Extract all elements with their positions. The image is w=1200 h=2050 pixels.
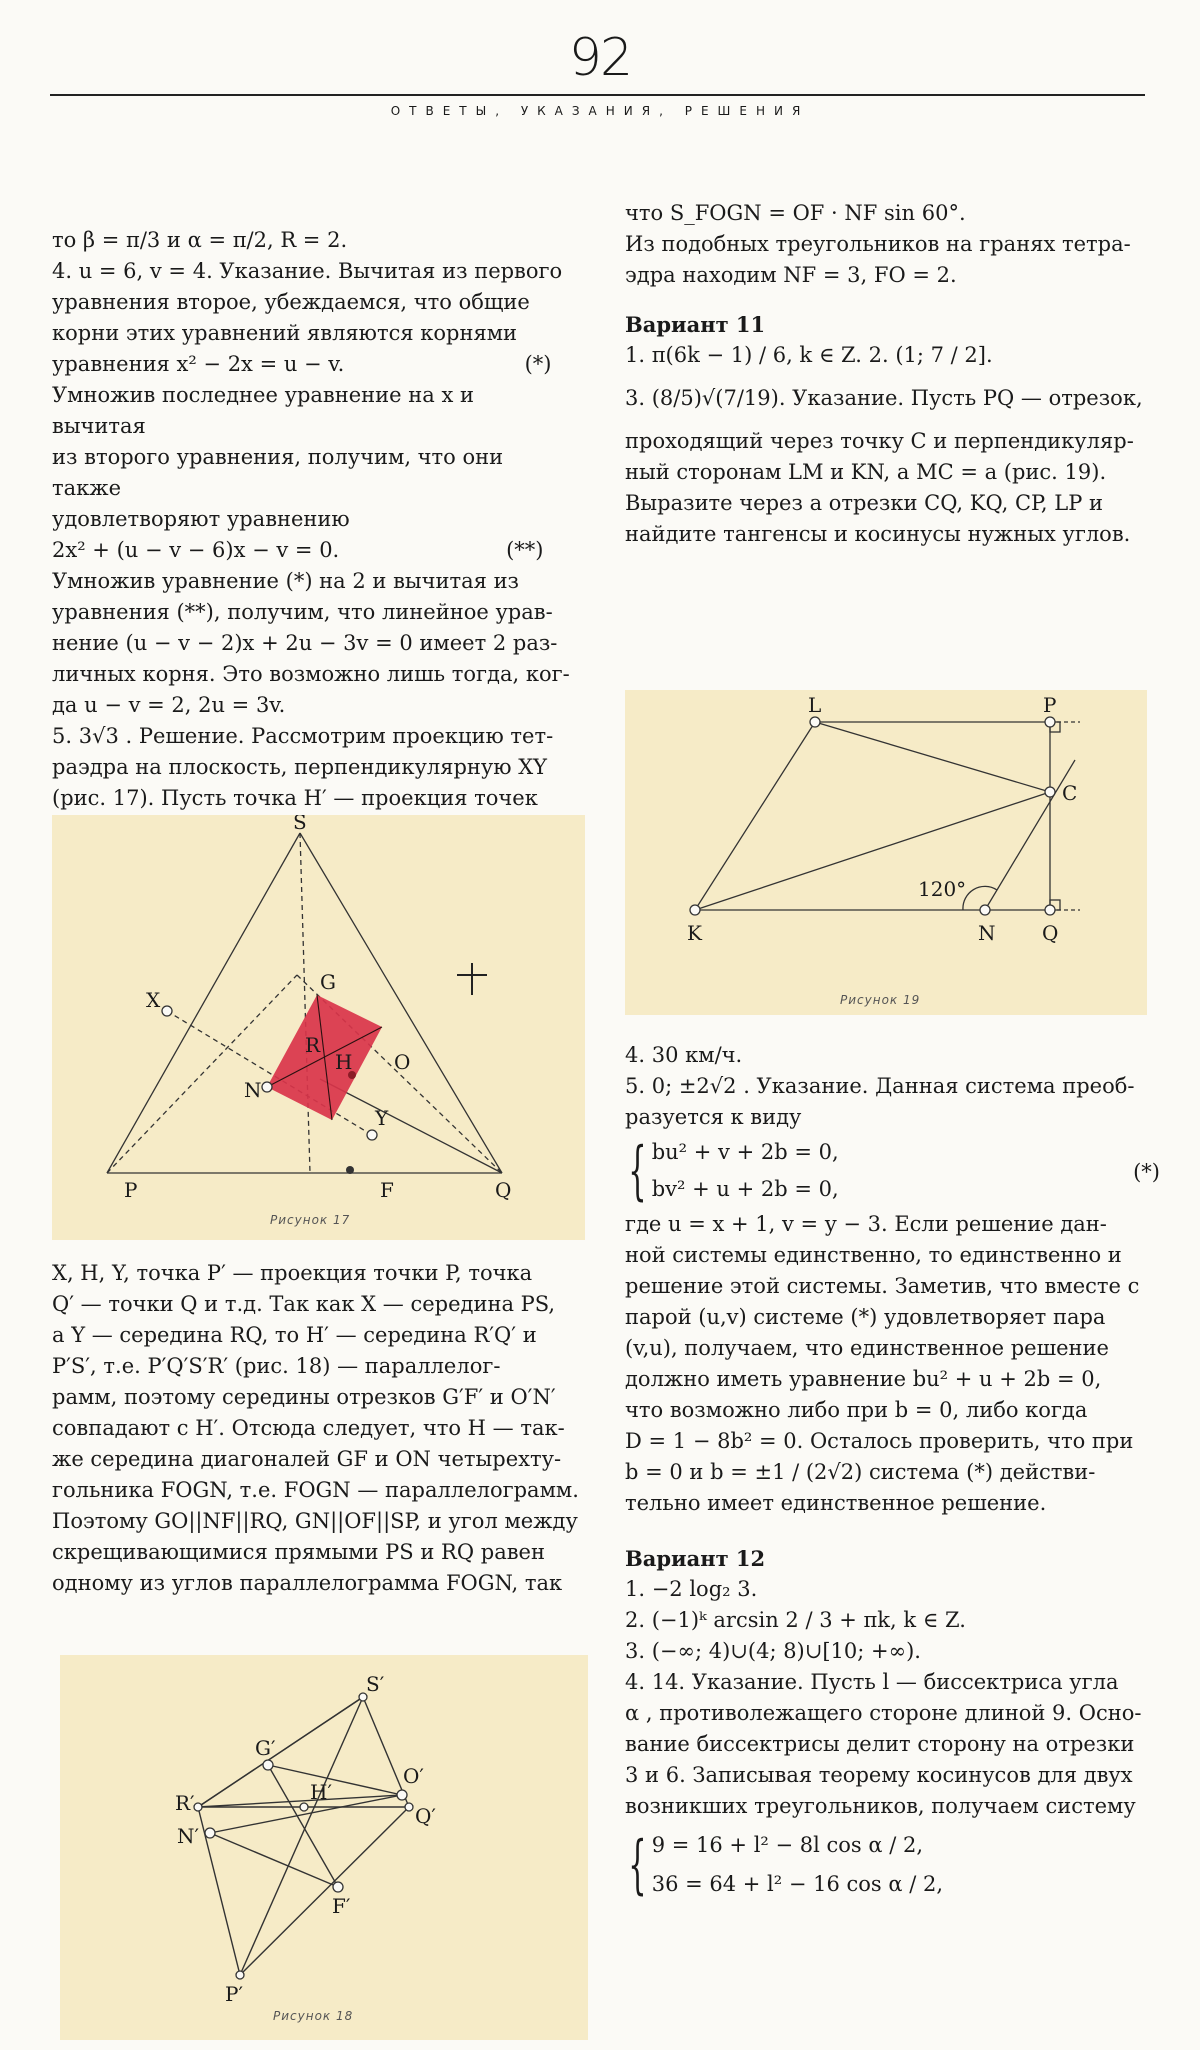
text-line: (v,u), получаем, что единственное решение [625, 1336, 1109, 1360]
point-label: P′ [225, 1982, 243, 2006]
point-label: S′ [366, 1672, 385, 1696]
header-rule [50, 94, 1145, 96]
text-line: уравнения (**), получим, что линейное урав- [52, 600, 553, 624]
text-line: найдите тангенсы и косинусы нужных углов. [625, 522, 1131, 546]
point-label: N [978, 921, 996, 945]
equation-line: 9 = 16 + l² − 8l cos α / 2, [651, 1833, 924, 1857]
text-line: 2x² + (u − v − 6)x − v = 0. (**) [52, 538, 544, 562]
text-line: что возможно либо при b = 0, либо когда [625, 1398, 1088, 1422]
equation-mark: (*) [1133, 1160, 1160, 1184]
text-line: Выразите через a отрезки CQ, KQ, CP, LP и [625, 491, 1104, 515]
text-line: Q′ — точки Q и т.д. Так как X — середина PS, [52, 1292, 556, 1316]
left-column-middle [52, 1258, 592, 1599]
text-line: 3. (8/5)√(7/19). Указание. Пусть PQ — отрезок, [625, 386, 1143, 410]
text-line: 1. −2 log₂ 3. [625, 1577, 758, 1601]
brace: { [628, 1828, 647, 1902]
text-line: одному из углов параллелограмма FOGN, так [52, 1571, 563, 1595]
figure-caption: Рисунок 18 [273, 2009, 354, 2023]
text-line: 3 и 6. Записывая теорему косинусов для двух [625, 1763, 1133, 1787]
text-line: то β = π/3 и α = π/2, R = 2. [52, 228, 348, 252]
text-line: Умножив уравнение (*) на 2 и вычитая из [52, 569, 520, 593]
text-line: 2. (−1)ᵏ arcsin 2 / 3 + πk, k ∈ Z. [625, 1608, 966, 1632]
text-line: удовлетворяют уравнению [52, 507, 350, 531]
text-line: парой (u,v) системе (*) удовлетворяет пара [625, 1305, 1106, 1329]
equation-system [625, 1830, 1170, 1900]
text-line: D = 1 − 8b² = 0. Осталось проверить, что при [625, 1429, 1134, 1453]
equation-line: bu² + v + 2b = 0, [651, 1140, 839, 1164]
equation-line: bv² + u + 2b = 0, [651, 1177, 839, 1201]
text-line: что S_FOGN = OF · NF sin 60°. [625, 201, 966, 225]
text-line: а Y — середина RQ, то H′ — середина R′Q′ и [52, 1323, 537, 1347]
text-line: тельно имеет единственное решение. [625, 1491, 1047, 1515]
point-label: H [335, 1050, 353, 1074]
point-label: P [1043, 693, 1057, 717]
page-number: 92 [568, 28, 632, 88]
point-label: S [293, 815, 307, 834]
point-label: O [394, 1050, 411, 1074]
text-line: b = 0 и b = ±1 / (2√2) система (*) действи- [625, 1460, 1096, 1484]
text-line: раэдра на плоскость, перпендикулярную XY [52, 755, 548, 779]
figure-17 [52, 815, 585, 1240]
point-label: G [320, 970, 336, 994]
text-line: 5. 0; ±2√2 . Указание. Данная система преоб- [625, 1074, 1135, 1098]
text-line: α , противолежащего стороне длиной 9. Осно- [625, 1701, 1142, 1725]
point-label: F′ [332, 1894, 351, 1918]
point-label: R′ [175, 1791, 195, 1815]
text-line: уравнения второе, убеждаемся, что общие [52, 290, 530, 314]
text-line: ной системы единственно, то единственно и [625, 1243, 1122, 1267]
text-line: X, H, Y, точка P′ — проекция точки P, точка [52, 1261, 533, 1285]
brace: { [628, 1134, 647, 1208]
text-line: нение (u − v − 2)x + 2u − 3v = 0 имеет 2 раз- [52, 631, 558, 655]
left-column-top [52, 225, 572, 814]
text-line: 1. π(6k − 1) / 6, k ∈ Z. 2. (1; 7 / 2]. [625, 343, 993, 367]
text-line: гольника FOGN, т.е. FOGN — параллелограмм. [52, 1478, 579, 1502]
point-label: O′ [403, 1764, 424, 1788]
right-column-top [625, 198, 1165, 550]
point-label: N [244, 1078, 262, 1102]
text-line: уравнения x² − 2x = u − v. (*) [52, 352, 552, 376]
text-line: проходящий через точку C и перпендикуляр- [625, 429, 1134, 453]
running-title: ОТВЕТЫ, УКАЗАНИЯ, РЕШЕНИЯ [390, 104, 810, 118]
text-line: решение этой системы. Заметив, что вместе с [625, 1274, 1140, 1298]
text-line: возникших треугольников, получаем систему [625, 1794, 1136, 1818]
text-line: 3. (−∞; 4)∪(4; 8)∪[10; +∞). [625, 1639, 921, 1663]
figure-caption: Рисунок 19 [840, 993, 921, 1007]
equation-system [625, 1134, 1170, 1208]
text-line: Из подобных треугольников на гранях тетра- [625, 232, 1131, 256]
text-line: да u − v = 2, 2u = 3v. [52, 693, 286, 717]
text-line: корни этих уравнений являются корнями [52, 321, 518, 345]
angle-label: 120° [918, 877, 967, 901]
point-label: P [124, 1178, 138, 1202]
text-line: разуется к виду [625, 1105, 802, 1129]
figure-18 [60, 1655, 588, 2040]
point-label: C [1062, 781, 1078, 805]
point-label: G′ [255, 1736, 276, 1760]
point-label: Q′ [415, 1804, 436, 1828]
point-label: H′ [310, 1780, 332, 1804]
text-line: Поэтому GO||NF||RQ, GN||OF||SP, и угол между [52, 1509, 578, 1533]
text-line: из второго уравнения, получим, что они также [52, 445, 504, 500]
point-label: R [305, 1033, 321, 1057]
point-label: Q [1042, 921, 1059, 945]
text-line: же середина диагоналей GF и ON четырехту- [52, 1447, 562, 1471]
text-line: Умножив последнее уравнение на x и вычитая [52, 383, 474, 438]
text-line: 4. 30 км/ч. [625, 1043, 743, 1067]
text-line: личных корня. Это возможно лишь тогда, ког- [52, 662, 570, 686]
text-line: P′S′, т.е. P′Q′S′R′ (рис. 18) — параллелог- [52, 1354, 501, 1378]
text-line: совпадают с H′. Отсюда следует, что H — так- [52, 1416, 565, 1440]
text-line: рамм, поэтому середины отрезков G′F′ и O′N′ [52, 1385, 556, 1409]
figure-caption: Рисунок 17 [270, 1213, 351, 1227]
text-line: 5. 3√3 . Решение. Рассмотрим проекцию тет- [52, 724, 554, 748]
text-line: ный сторонам LM и KN, а MC = a (рис. 19). [625, 460, 1107, 484]
text-line: должно иметь уравнение bu² + u + 2b = 0, [625, 1367, 1102, 1391]
text-line: эдра находим NF = 3, FO = 2. [625, 263, 957, 287]
section-title: Вариант 12 [625, 1546, 766, 1571]
equation-line: 36 = 64 + l² − 16 cos α / 2, [651, 1872, 944, 1896]
figure-19 [625, 690, 1147, 1015]
right-column-middle [625, 1040, 1170, 1900]
text-line: где u = x + 1, v = y − 3. Если решение дан- [625, 1212, 1107, 1236]
text-line: 4. 14. Указание. Пусть l — биссектриса угла [625, 1670, 1119, 1694]
point-label: Y [375, 1106, 389, 1130]
point-label: F [380, 1178, 394, 1202]
point-label: Q [495, 1178, 512, 1202]
text-line: 4. u = 6, v = 4. Указание. Вычитая из первого [52, 259, 563, 283]
text-line: вание биссектрисы делит сторону на отрезки [625, 1732, 1135, 1756]
text-line: скрещивающимися прямыми PS и RQ равен [52, 1540, 545, 1564]
section-title: Вариант 11 [625, 312, 766, 337]
text-line: (рис. 17). Пусть точка H′ — проекция точек [52, 786, 538, 810]
point-label: N′ [177, 1824, 200, 1848]
point-label: X [146, 988, 161, 1012]
point-label: L [808, 693, 822, 717]
point-label: K [687, 921, 702, 945]
